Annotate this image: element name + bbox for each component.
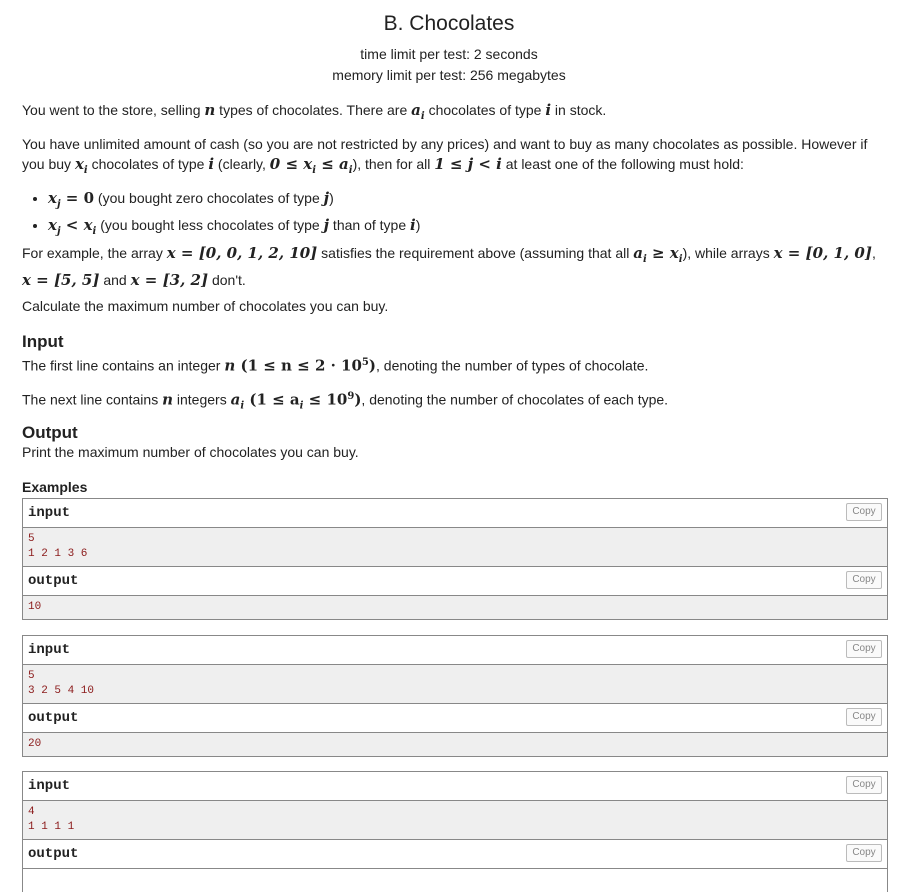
- example-input-body[interactable]: 5 1 2 1 3 6: [23, 528, 887, 567]
- example-output-header: [23, 704, 887, 733]
- statement-paragraph-2: You have unlimited amount of cash (so you are not restricted by any prices) and want to buy as many chocolates as possible. However if you buy $x_i$ chocolates of type i (clearly, $0 \le x_i \le a_i$), then for all 1 ≤ j < i at least one of the following must hold:: [22, 136, 868, 176]
- example-output-header: [23, 840, 887, 869]
- time-limit: time limit per test: 2 seconds: [360, 46, 538, 62]
- copy-button[interactable]: Copy: [846, 776, 882, 794]
- examples-heading: Examples: [22, 479, 88, 495]
- example-input-body[interactable]: 5 3 2 5 4 10: [23, 665, 887, 704]
- conditions-list: [30, 188, 888, 242]
- copy-button[interactable]: Copy: [846, 571, 882, 589]
- problem-title: B. Chocolates: [383, 12, 515, 35]
- example-block: [22, 771, 888, 892]
- copy-button[interactable]: Copy: [846, 503, 882, 521]
- output-label: output: [28, 846, 79, 862]
- output-label: output: [28, 573, 79, 589]
- output-heading: Output: [22, 423, 78, 442]
- condition-item: • $x_j < x_i$ (you bought less chocolates of type j than of type i): [48, 215, 888, 242]
- input-heading: Input: [22, 332, 64, 351]
- input-paragraph-2: The next line contains n integers $a_i$ $(1 \le a_i \le 10^9)$, denoting the number of chocolates of each type.: [22, 390, 669, 412]
- example-output-body[interactable]: 10: [23, 596, 887, 619]
- example-input-header: [23, 636, 887, 665]
- condition-item: • $x_j = 0$ (you bought zero chocolates of type j): [48, 188, 888, 215]
- copy-button[interactable]: Copy: [846, 708, 882, 726]
- output-paragraph: Print the maximum number of chocolates you can buy.: [22, 444, 359, 460]
- input-label: input: [28, 642, 71, 658]
- memory-limit: memory limit per test: 256 megabytes: [332, 67, 566, 83]
- copy-button[interactable]: Copy: [846, 844, 882, 862]
- statement-paragraph-1: You went to the store, selling n types of chocolates. There are $a_i$ chocolates of type i in stock.: [22, 101, 607, 122]
- copy-button[interactable]: Copy: [846, 640, 882, 658]
- example-input-header: [23, 772, 887, 801]
- statement-paragraph-4: Calculate the maximum number of chocolates you can buy.: [22, 298, 389, 314]
- input-paragraph-1: The first line contains an integer n $(1 \le n \le 2 \cdot 10^5)$, denoting the number of types of chocolate.: [22, 356, 649, 375]
- input-label: input: [28, 778, 71, 794]
- example-block: [22, 498, 888, 620]
- example-input-body[interactable]: 4 1 1 1 1: [23, 801, 887, 840]
- example-output-body[interactable]: 20: [23, 733, 887, 756]
- example-block: [22, 635, 888, 757]
- input-label: input: [28, 505, 71, 521]
- example-input-header: [23, 499, 887, 528]
- output-label: output: [28, 710, 79, 726]
- example-output-header: [23, 567, 887, 596]
- statement-paragraph-3: For example, the array x = [0, 0, 1, 2, 10] satisfies the requirement above (assuming that all $a_i \ge x_i$), while arrays x = [0, 1, 0], x = [5, 5] and x = [3, 2] don't.: [22, 244, 876, 289]
